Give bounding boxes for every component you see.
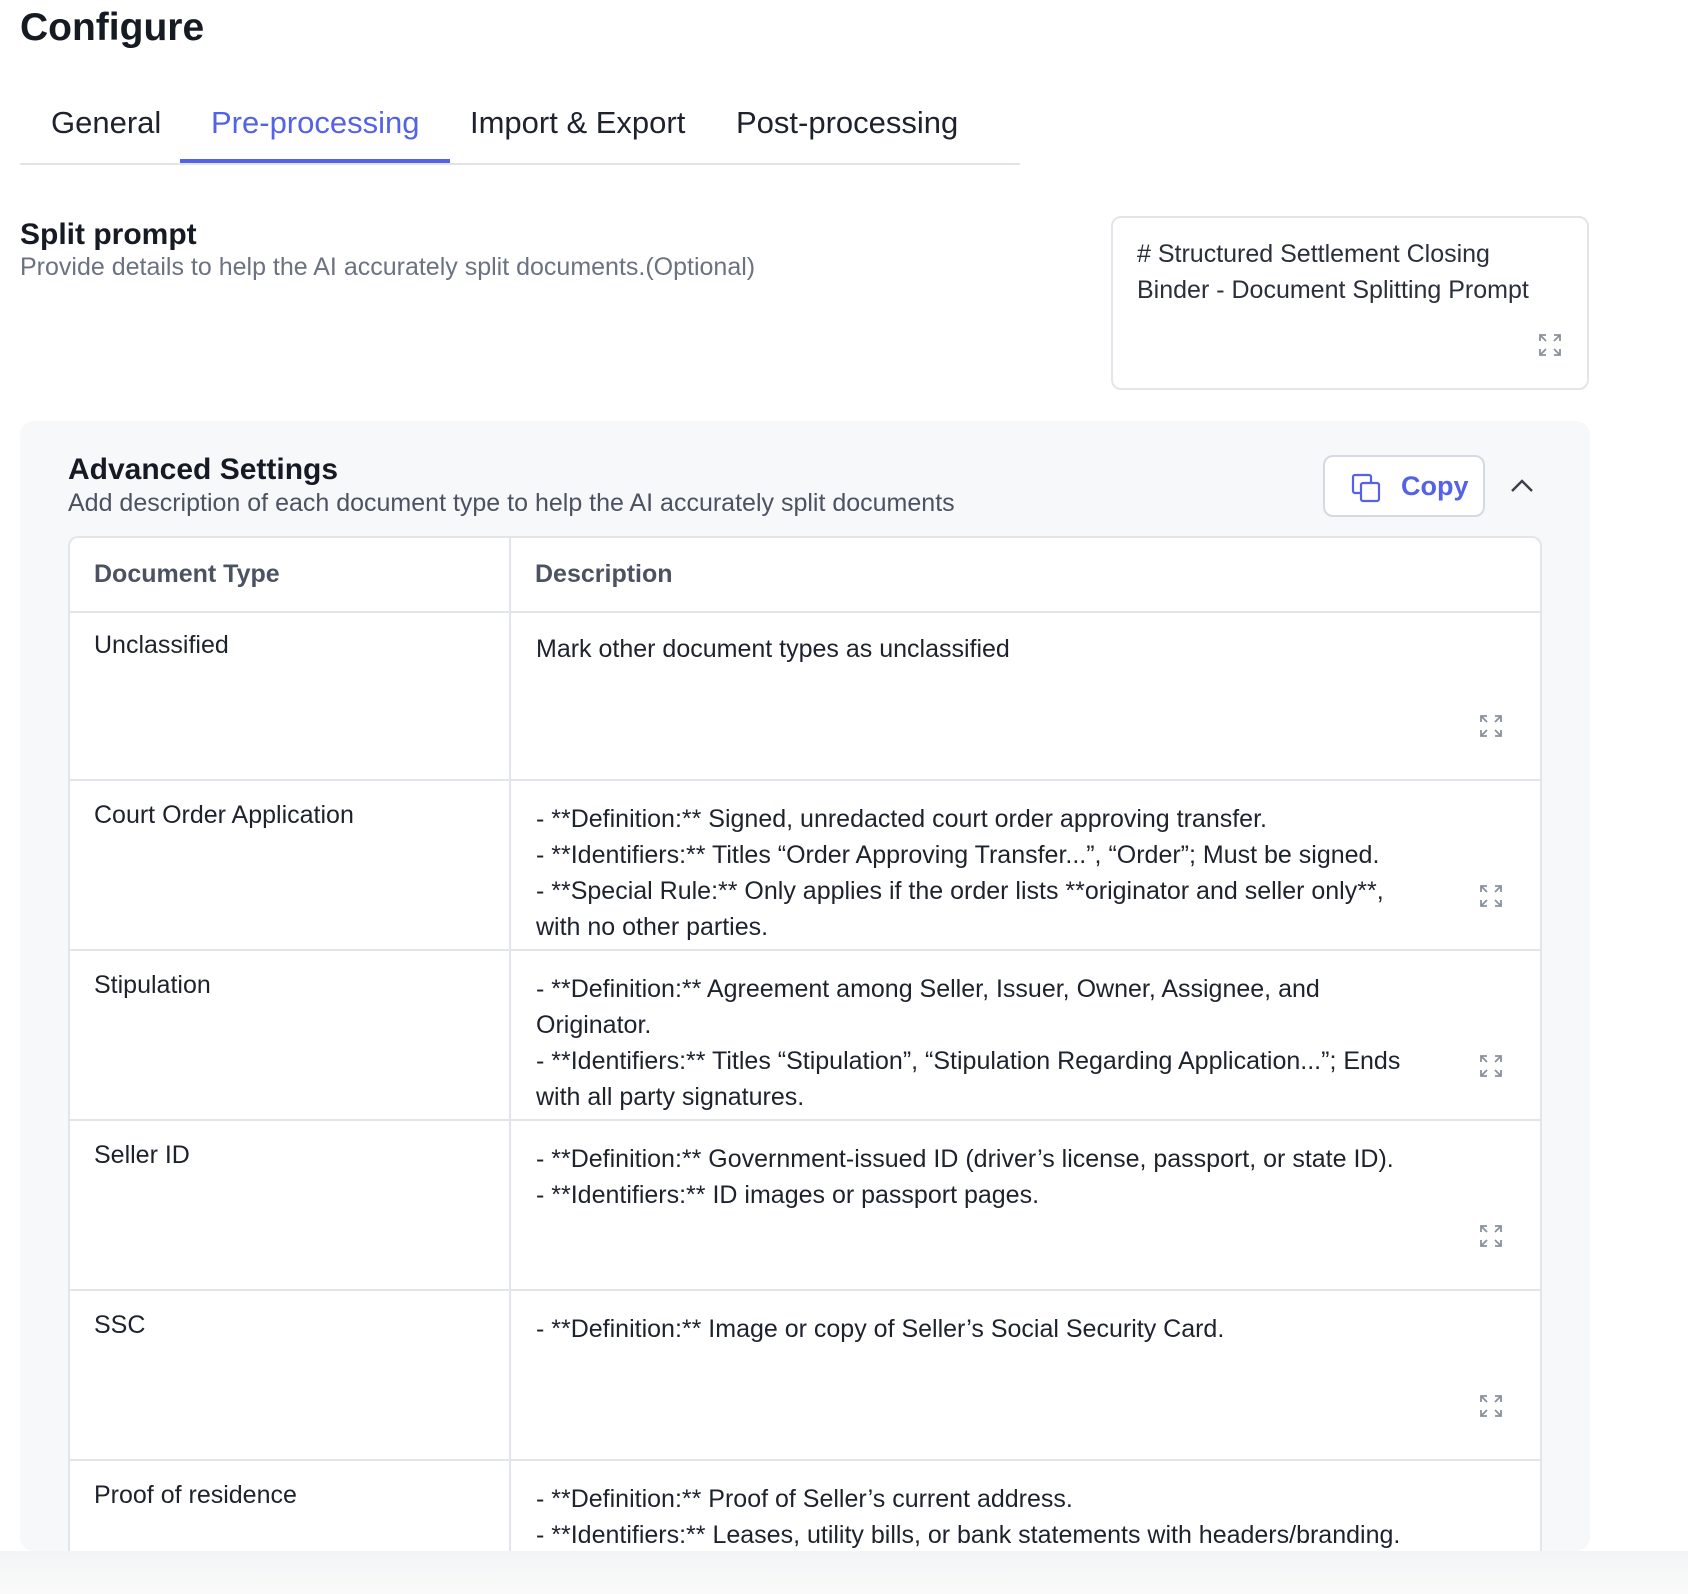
expand-icon[interactable] [1478, 1393, 1504, 1419]
split-prompt-title: Split prompt [20, 218, 197, 251]
table-header [70, 538, 1540, 613]
table-row [70, 1121, 1540, 1291]
page-title: Configure [20, 6, 205, 49]
document-type-cell: Seller ID [94, 1141, 190, 1169]
split-prompt-subtitle: Provide details to help the AI accurately split documents.(Optional) [20, 253, 756, 281]
description-line: - **Identifiers:** Titles “Order Approving Transfer...”, “Order”; Must be signed. [536, 841, 1380, 869]
description-field[interactable] [536, 1311, 1456, 1347]
chevron-up-icon[interactable] [1507, 471, 1537, 501]
advanced-settings-title: Advanced Settings [68, 453, 339, 486]
copy-icon [1351, 473, 1381, 503]
description-line: with no other parties. [536, 913, 769, 941]
column-header-description: Description [535, 560, 673, 588]
tab-import-export[interactable]: Import & Export [470, 105, 686, 140]
split-prompt-text: # Structured Settlement Closing Binder - Document Splitting Prompt [1137, 240, 1529, 304]
description-line: Originator. [536, 1011, 652, 1039]
document-type-cell: SSC [94, 1311, 146, 1339]
tab-general[interactable]: General [51, 105, 162, 140]
description-line: with all party signatures. [536, 1083, 805, 1111]
description-line: - **Identifiers:** ID images or passport pages. [536, 1181, 1040, 1209]
description-line: - **Definition:** Image or copy of Seller’s Social Security Card. [536, 1315, 1225, 1343]
document-type-cell: Proof of residence [94, 1481, 297, 1509]
document-type-cell: Court Order Application [94, 801, 354, 829]
active-tab-indicator [180, 159, 450, 163]
tab-bar [20, 95, 1020, 165]
description-field[interactable] [536, 971, 1456, 1115]
description-line: - **Identifiers:** Leases, utility bills, or bank statements with headers/branding. [536, 1521, 1401, 1549]
expand-icon[interactable] [1478, 1223, 1504, 1249]
tab-pre-processing[interactable]: Pre-processing [211, 105, 420, 140]
table-row [70, 951, 1540, 1121]
description-line: - **Definition:** Government-issued ID (driver’s license, passport, or state ID). [536, 1145, 1394, 1173]
description-line: Mark other document types as unclassified [536, 635, 1010, 663]
advanced-settings-subtitle: Add description of each document type to help the AI accurately split documents [68, 489, 955, 517]
description-field[interactable] [536, 801, 1456, 945]
description-line: - **Special Rule:** Only applies if the order lists **originator and seller only**, [536, 877, 1384, 905]
table-row [70, 1461, 1540, 1551]
copy-button-label: Copy [1401, 471, 1469, 501]
table-row [70, 611, 1540, 781]
column-header-document-type: Document Type [94, 560, 280, 588]
description-line: - **Definition:** Signed, unredacted court order approving transfer. [536, 805, 1267, 833]
document-type-table [68, 536, 1542, 1551]
expand-icon[interactable] [1478, 1053, 1504, 1079]
description-line: - **Definition:** Proof of Seller’s current address. [536, 1485, 1073, 1513]
bottom-edge [0, 1551, 1688, 1594]
table-row [70, 1291, 1540, 1461]
description-line: - **Identifiers:** Titles “Stipulation”, “Stipulation Regarding Application...”; Ends [536, 1047, 1401, 1075]
description-field[interactable] [536, 631, 1456, 667]
document-type-cell: Unclassified [94, 631, 229, 659]
document-type-cell: Stipulation [94, 971, 211, 999]
description-line: - **Definition:** Agreement among Seller, Issuer, Owner, Assignee, and [536, 975, 1320, 1003]
tab-post-processing[interactable]: Post-processing [736, 105, 959, 140]
description-field[interactable] [536, 1481, 1456, 1551]
description-field[interactable] [536, 1141, 1456, 1213]
expand-icon[interactable] [1537, 332, 1563, 358]
expand-icon[interactable] [1478, 713, 1504, 739]
expand-icon[interactable] [1478, 883, 1504, 909]
copy-button[interactable] [1323, 455, 1485, 517]
advanced-settings-panel [20, 421, 1590, 1551]
split-prompt-textarea[interactable] [1111, 216, 1589, 390]
table-row [70, 781, 1540, 951]
